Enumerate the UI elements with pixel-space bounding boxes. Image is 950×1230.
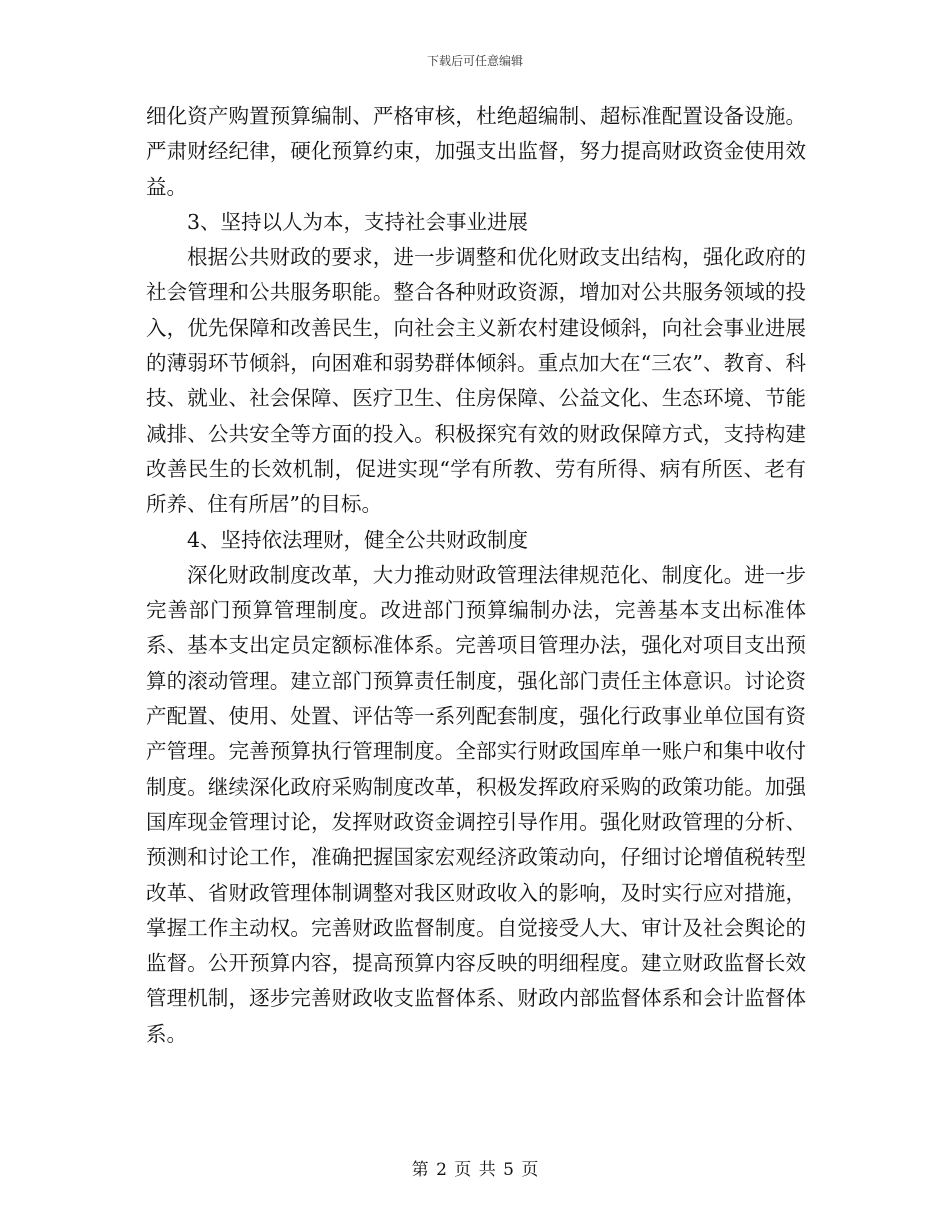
document-body [146, 99, 806, 1052]
paragraph-social-development: 根据公共财政的要求，进一步调整和优化财政支出结构，强化政府的社会管理和公共服务职能。整合各种财政资源，增加对公共服务领域的投入，优先保障和改善民生，向社会主义新农村建设倾斜，向社会事业进展的薄弱环节倾斜，向困难和弱势群体倾斜。重点加大在“三农”、教育、科技、就业、社会保障、医疗卫生、住房保障、公益文化、生态环境、节能减排、公共安全等方面的投入。积极探究有效的财政保障方式，支持构建改善民生的长效机制，促进实现“学有所教、劳有所得、病有所医、老有所养、住有所居”的目标。 [146, 245, 806, 517]
page-header: 下载后可任意编辑 [426, 54, 523, 68]
page-number-footer: 第 2 页 共 5 页 [411, 1160, 539, 1180]
paragraph-continuation: 细化资产购置预算编制、严格审核，杜绝超编制、超标准配置设备设施。严肃财经纪律，硬化预算约束，加强支出监督，努力提高财政资金使用效益。 [146, 104, 806, 199]
paragraph-fiscal-system: 深化财政制度改革，大力推动财政管理法律规范化、制度化。进一步完善部门预算管理制度。改进部门预算编制办法，完善基本支出标准体系、基本支出定员定额标准体系。完善项目管理办法，强化对项目支出预算的滚动管理。建立部门预算责任制度，强化部门责任主体意识。讨论资产配置、使用、处置、评估等一系列配套制度，强化行政事业单位国有资产管理。完善预算执行管理制度。全部实行财政国库单一账户和集中收付制度。继续深化政府采购制度改革，积极发挥政府采购的政策功能。加强国库现金管理讨论，发挥财政资金调控引导作用。强化财政管理的分析、预测和讨论工作，准确把握国家宏观经济政策动向，仔细讨论增值税转型改革、省财政管理体制调整对我区财政收入的影响，及时实行应对措施，掌握工作主动权。完善财政监督制度。自觉接受人大、审计及社会舆论的监督。公开预算内容，提高预算内容反映的明细程度。建立财政监督长效管理机制，逐步完善财政收支监督体系、财政内部监督体系和会计监督体系。 [146, 562, 806, 1046]
section-heading-4: 4、坚持依法理财，健全公共财政制度 [187, 527, 529, 552]
section-heading-3: 3、坚持以人为本，支持社会事业进展 [187, 209, 529, 234]
